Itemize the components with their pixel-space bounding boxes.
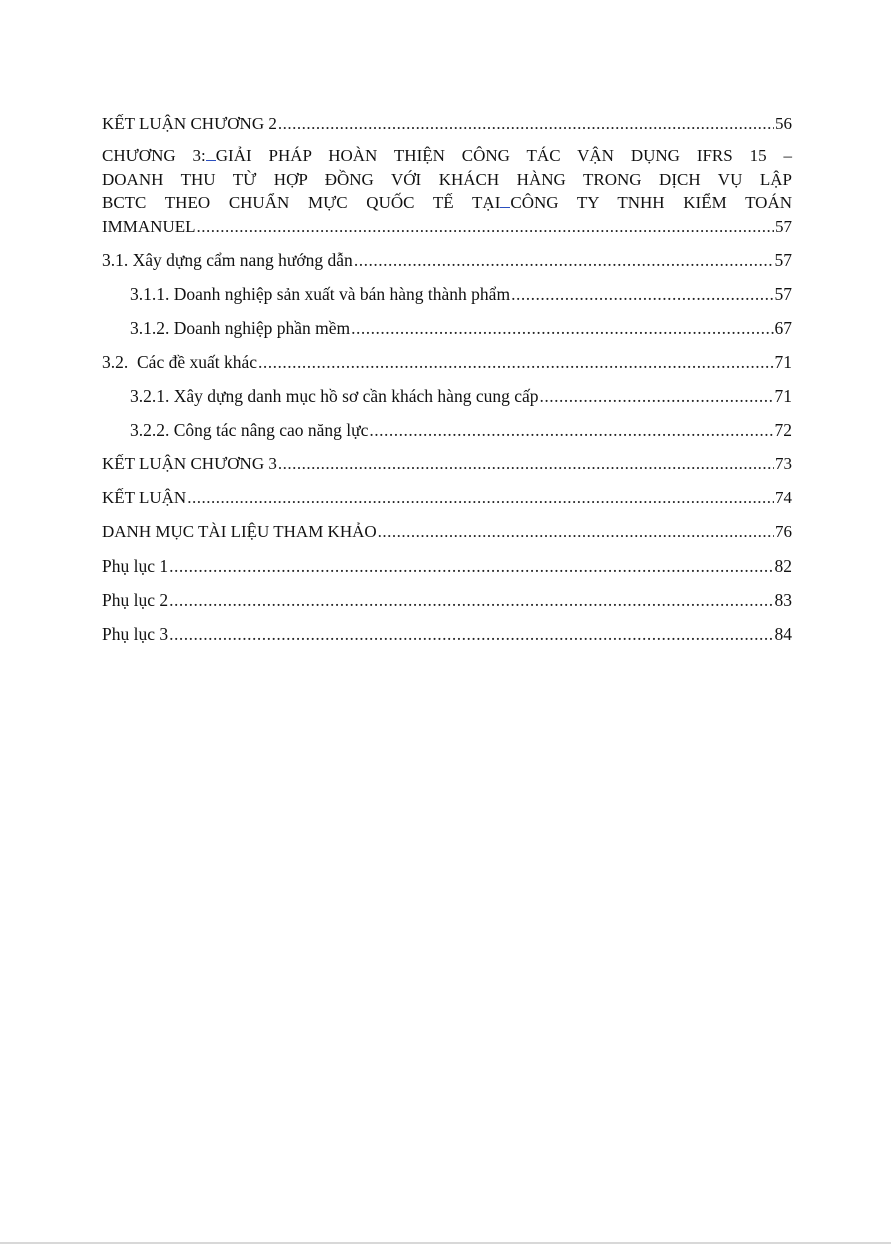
toc-entry-title: DANH MỤC TÀI LIỆU THAM KHẢO xyxy=(102,522,377,541)
toc-entry-3-1[interactable] xyxy=(102,248,792,272)
toc-entry-title: KẾT LUẬN CHƯƠNG 3 xyxy=(102,454,277,473)
dot-leader xyxy=(169,588,773,612)
dot-leader xyxy=(169,554,773,578)
toc-entry-tai-lieu-tham-khao[interactable] xyxy=(102,520,792,544)
toc-entry-page: 74 xyxy=(775,488,792,507)
toc-entry-page: 76 xyxy=(775,522,792,541)
chapter-3-title-line-2: DOANH THU TỪ HỢP ĐỒNG VỚI KHÁCH HÀNG TRONG DỊCH VỤ LẬP xyxy=(102,169,792,189)
dot-leader xyxy=(369,418,773,442)
toc-entry-ketluan[interactable] xyxy=(102,486,792,510)
toc-entry-page: 71 xyxy=(774,386,792,406)
toc-entry-3-2-2[interactable] xyxy=(102,418,792,442)
chapter-3-title-line-4 xyxy=(102,215,792,239)
toc-entry-title: Phụ lục 2 xyxy=(102,590,169,610)
toc-entry-title: 3.1.2. Doanh nghiệp phần mềm xyxy=(130,318,351,338)
toc-entry-chuong-3[interactable] xyxy=(102,144,792,238)
table-of-contents xyxy=(102,112,792,646)
toc-entry-page: 84 xyxy=(774,624,792,644)
toc-entry-title: IMMANUEL xyxy=(102,216,196,236)
dot-leader xyxy=(511,282,773,306)
toc-entry-title: 3.2.1. Xây dựng danh mục hồ sơ cần khách hàng cung cấp xyxy=(130,386,539,406)
toc-entry-title: Phụ lục 1 xyxy=(102,556,169,576)
toc-entry-page: 71 xyxy=(774,352,792,372)
toc-entry-3-2[interactable] xyxy=(102,350,792,374)
dot-leader xyxy=(169,622,773,646)
toc-entry-title: 3.2. Các đề xuất khác xyxy=(102,352,258,372)
dot-leader xyxy=(278,112,774,136)
toc-entry-page: 73 xyxy=(775,454,792,473)
toc-entry-page: 56 xyxy=(775,114,792,133)
dot-leader xyxy=(187,486,774,510)
toc-entry-page: 72 xyxy=(774,420,792,440)
dot-leader xyxy=(540,384,774,408)
toc-entry-3-1-1[interactable] xyxy=(102,282,792,306)
link-underline xyxy=(500,193,510,208)
toc-entry-page: 82 xyxy=(774,556,792,576)
chapter-3-title-line-3 xyxy=(102,191,792,215)
toc-entry-page: 57 xyxy=(775,216,792,236)
toc-entry-page: 57 xyxy=(774,284,792,304)
toc-entry-title: 3.2.2. Công tác nâng cao năng lực xyxy=(130,420,369,440)
link-underline xyxy=(206,146,216,161)
chapter-3-title-part: GIẢI PHÁP HOÀN THIỆN CÔNG TÁC VẬN DỤNG IFRS 15 – xyxy=(215,146,792,165)
dot-leader xyxy=(378,520,774,544)
dot-leader xyxy=(351,316,773,340)
dot-leader xyxy=(354,248,774,272)
toc-entry-title: KẾT LUẬN CHƯƠNG 2 xyxy=(102,114,277,133)
toc-entry-page: 83 xyxy=(774,590,792,610)
toc-entry-3-1-2[interactable] xyxy=(102,316,792,340)
chapter-3-title-line-1 xyxy=(102,144,792,168)
toc-entry-page: 67 xyxy=(774,318,792,338)
toc-entry-title: 3.1.1. Doanh nghiệp sản xuất và bán hàng thành phẩm xyxy=(130,284,511,304)
toc-entry-page: 57 xyxy=(774,250,792,270)
dot-leader xyxy=(197,215,775,239)
chapter-3-title-part: CÔNG TY TNHH KIỂM TOÁN xyxy=(510,193,792,212)
toc-entry-phu-luc-3[interactable] xyxy=(102,622,792,646)
toc-entry-ketluan-chuong-2[interactable] xyxy=(102,112,792,136)
toc-entry-title: KẾT LUẬN xyxy=(102,488,187,507)
dot-leader xyxy=(258,350,773,374)
toc-entry-phu-luc-1[interactable] xyxy=(102,554,792,578)
toc-entry-3-2-1[interactable] xyxy=(102,384,792,408)
toc-entry-phu-luc-2[interactable] xyxy=(102,588,792,612)
toc-entry-title: 3.1. Xây dựng cẩm nang hướng dẫn xyxy=(102,250,353,270)
toc-entry-title: Phụ lục 3 xyxy=(102,624,169,644)
chapter-3-label: CHƯƠNG 3: xyxy=(102,146,206,165)
toc-entry-ketluan-chuong-3[interactable] xyxy=(102,452,792,476)
chapter-3-title-part: BCTC THEO CHUẨN MỰC QUỐC TẾ TẠI xyxy=(102,193,501,212)
dot-leader xyxy=(278,452,774,476)
